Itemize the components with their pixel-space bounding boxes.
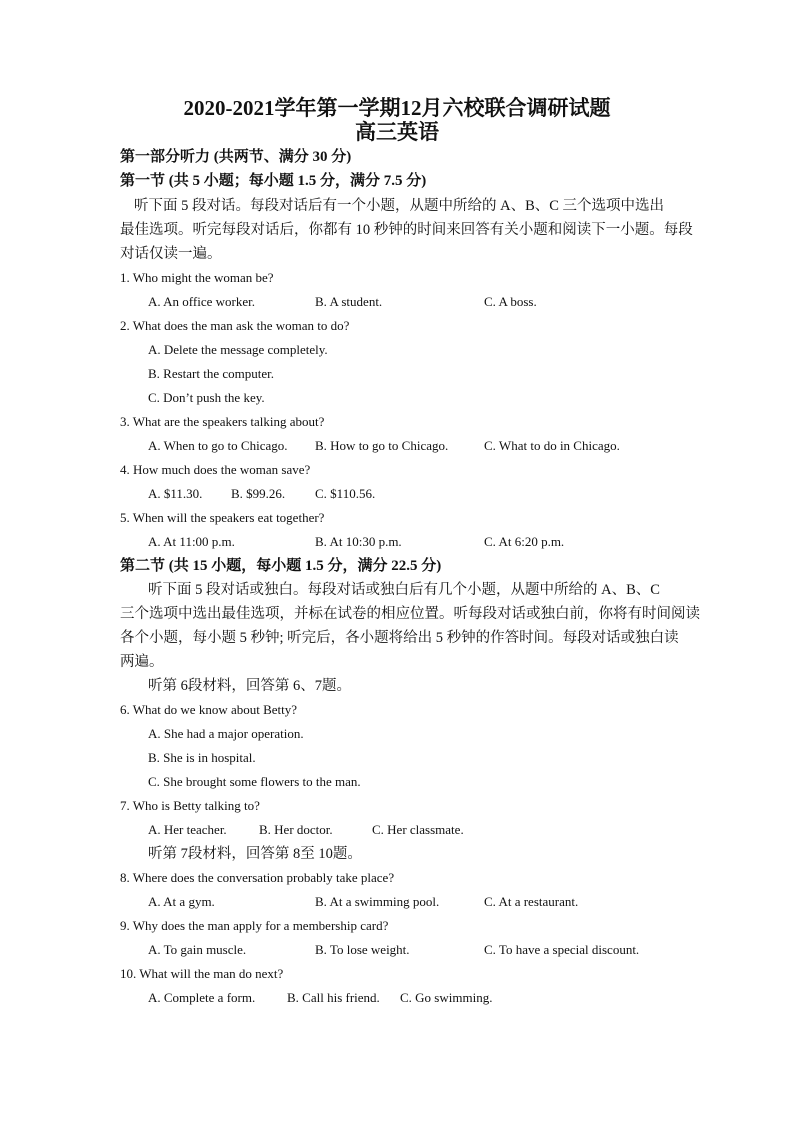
q10-option-a: A. Complete a form. [148,990,256,1005]
part1-header: 第一部分听力 (共两节、满分 30 分) [120,149,352,165]
q3-option-a: A. When to go to Chicago. [148,438,288,453]
exam-title: 2020-2021学年第一学期12月六校联合调研试题 [183,96,611,120]
q2-option-c: C. Don’t push the key. [148,390,265,405]
q8-option-b: B. At a swimming pool. [315,894,440,909]
q6-option-b: B. She is in hospital. [148,750,256,765]
section2-instruction-line: 各个小题，每小题 5 秒钟; 听完后，各小题将给出 5 秒钟的作答时间。每段对话或独白读 [120,630,679,646]
question-7: 7. Who is Betty talking to? [120,798,260,813]
question-6: 6. What do we know about Betty? [120,702,298,717]
q8-option-a: A. At a gym. [148,894,215,909]
q1-option-a: A. An office worker. [148,294,255,309]
q4-option-a: A. $11.30. [148,486,203,501]
q9-option-b: B. To lose weight. [315,942,410,957]
q5-option-a: A. At 11:00 p.m. [148,534,235,549]
section1-header: 第一节 (共 5 小题；每小题 1.5 分，满分 7.5 分) [120,173,427,189]
material-7-intro: 听第 7段材料，回答第 8至 10题。 [148,846,362,862]
q9-option-a: A. To gain muscle. [148,942,247,957]
section1-instruction-line: 对话仅读一遍。 [120,246,222,262]
q5-option-b: B. At 10:30 p.m. [315,534,402,549]
q2-option-b: B. Restart the computer. [148,366,275,381]
section2-header: 第二节 (共 15 小题，每小题 1.5 分，满分 22.5 分) [120,558,442,574]
section2-instruction-line: 三个选项中选出最佳选项，并标在试卷的相应位置。听每段对话或独白前，你将有时间阅读 [120,606,700,622]
question-10: 10. What will the man do next? [120,966,284,981]
q2-option-a: A. Delete the message completely. [148,342,328,357]
q7-option-a: A. Her teacher. [148,822,227,837]
material-6-intro: 听第 6段材料，回答第 6、7题。 [148,678,351,694]
q10-option-c: C. Go swimming. [400,990,493,1005]
q10-option-b: B. Call his friend. [287,990,380,1005]
question-3: 3. What are the speakers talking about? [120,414,325,429]
question-4: 4. How much does the woman save? [120,462,311,477]
section2-instruction-line: 听下面 5 段对话或独白。每段对话或独白后有几个小题，从题中所给的 A、B、C [148,582,660,598]
q1-option-c: C. A boss. [484,294,537,309]
section1-instruction-line: 听下面 5 段对话。每段对话后有一个小题，从题中所给的 A、B、C 三个选项中选出 [134,198,665,214]
section2-instruction-line: 两遍。 [120,654,164,670]
q6-option-c: C. She brought some flowers to the man. [148,774,361,789]
q7-option-c: C. Her classmate. [372,822,464,837]
question-1: 1. Who might the woman be? [120,270,274,285]
q8-option-c: C. At a restaurant. [484,894,579,909]
q3-option-c: C. What to do in Chicago. [484,438,620,453]
q7-option-b: B. Her doctor. [259,822,333,837]
question-2: 2. What does the man ask the woman to do? [120,318,350,333]
q4-option-b: B. $99.26. [231,486,286,501]
q3-option-b: B. How to go to Chicago. [315,438,449,453]
q6-option-a: A. She had a major operation. [148,726,304,741]
question-5: 5. When will the speakers eat together? [120,510,325,525]
exam-subject: 高三英语 [355,120,439,144]
section1-instruction-line: 最佳选项。听完每段对话后，你都有 10 秒钟的时间来回答有关小题和阅读下一小题。每段 [120,222,693,238]
q4-option-c: C. $110.56. [315,486,376,501]
q9-option-c: C. To have a special discount. [484,942,640,957]
question-8: 8. Where does the conversation probably take place? [120,870,395,885]
question-9: 9. Why does the man apply for a membership card? [120,918,389,933]
q1-option-b: B. A student. [315,294,383,309]
q5-option-c: C. At 6:20 p.m. [484,534,565,549]
